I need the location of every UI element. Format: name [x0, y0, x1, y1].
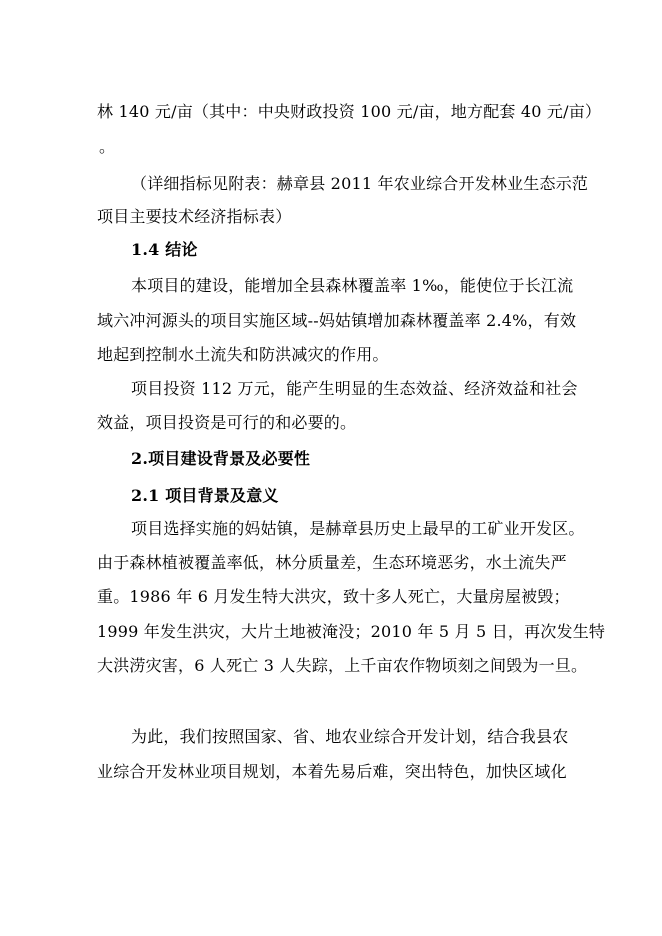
text-line-background-4: 1999 年发生洪灾，大片土地被淹没；2010 年 5 月 5 日，再次发生特 — [97, 622, 606, 641]
text-line-plan-2: 业综合开发林业项目规划，本着先易后难，突出特色，加快区域化 — [97, 762, 567, 781]
text-line-investment-1: 项目投资 112 万元，能产生明显的生态效益、经济效益和社会 — [131, 379, 578, 398]
text-line-investment-2: 效益，项目投资是可行的和必要的。 — [97, 413, 357, 432]
text-line-conclusion-2: 域六冲河源头的项目实施区域--妈姑镇增加森林覆盖率 2.4%，有效 — [97, 311, 577, 330]
section-heading-1-4: 1.4 结论 — [131, 240, 198, 259]
text-line-background-3: 重。1986 年 6 月发生特大洪灾，致十多人死亡，大量房屋被毁； — [97, 587, 570, 606]
text-line-conclusion-1: 本项目的建设，能增加全县森林覆盖率 1‰，能使位于长江流 — [131, 276, 574, 295]
text-line-period: 。 — [99, 137, 116, 156]
text-line-plan-1: 为此，我们按照国家、省、地农业综合开发计划，结合我县农 — [131, 727, 569, 746]
text-line-appendix-note-cont: 项目主要技术经济指标表） — [97, 207, 292, 226]
section-heading-2: 2.项目建设背景及必要性 — [131, 449, 311, 468]
section-heading-2-1: 2.1 项目背景及意义 — [131, 486, 279, 505]
text-line-background-1: 项目选择实施的妈姑镇，是赫章县历史上最早的工矿业开发区。 — [131, 519, 585, 538]
text-line-appendix-note: （详细指标见附表：赫章县 2011 年农业综合开发林业生态示范 — [131, 174, 589, 193]
text-line-funding: 林 140 元/亩（其中：中央财政投资 100 元/亩，地方配套 40 元/亩） — [97, 102, 602, 121]
text-line-conclusion-3: 地起到控制水土流失和防洪减灾的作用。 — [97, 345, 389, 364]
text-line-background-2: 由于森林植被覆盖率低，林分质量差，生态环境恶劣，水土流失严 — [97, 553, 567, 572]
text-line-background-5: 大洪涝灾害，6 人死亡 3 人失踪，上千亩农作物顷刻之间毁为一旦。 — [97, 656, 588, 675]
